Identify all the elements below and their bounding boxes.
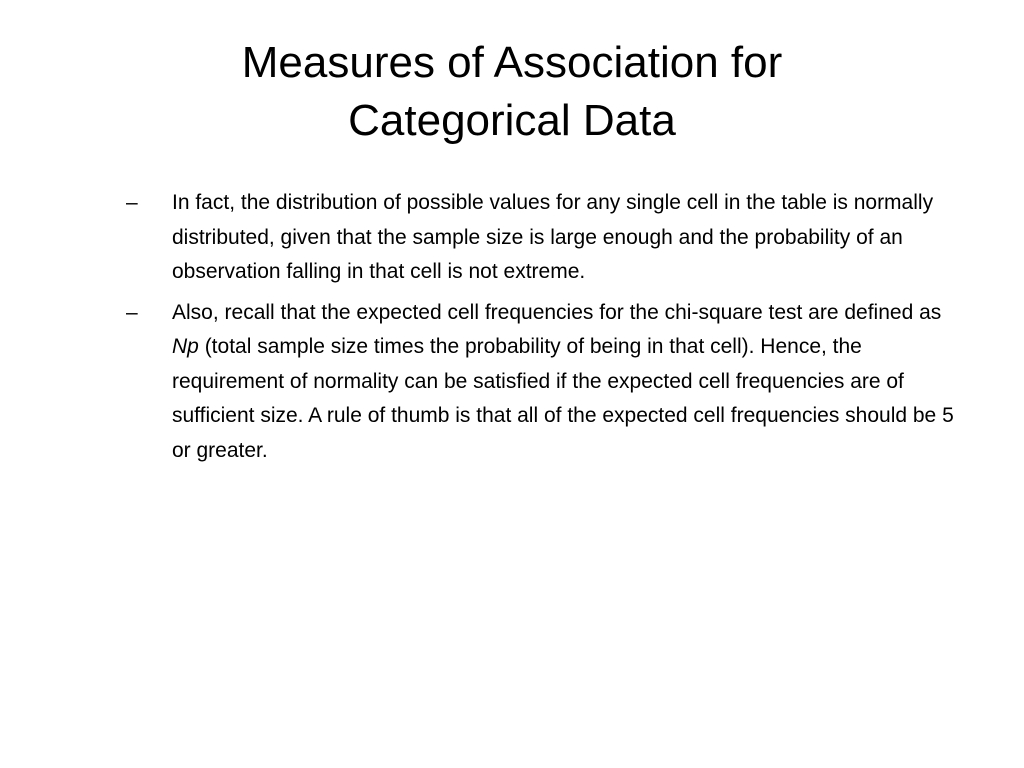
bullet-dash-marker: – xyxy=(126,300,138,324)
bullet-emphasis-np: Np xyxy=(172,335,199,358)
bullet-text-start: Also, recall that the expected cell frequencies for the chi-square test are defined as xyxy=(172,300,942,324)
bullet-item-2 xyxy=(126,296,966,469)
slide-title-line-1: Measures of Association for xyxy=(241,38,783,87)
bullet-list xyxy=(126,186,966,474)
bullet-item-1 xyxy=(126,186,966,290)
bullet-text-end: (total sample size times the probability of being in that cell). Hence, the requirement of normality can be satisfied if the expected cell frequencies are of sufficient size. A rule of thumb is that all of the expected cell frequencies should be 5 or greater. xyxy=(172,335,954,462)
slide-title-line-2: Categorical Data xyxy=(348,96,676,145)
slide-title xyxy=(100,34,924,150)
bullet-dash-marker: – xyxy=(126,191,138,214)
bullet-text: In fact, the distribution of possible values for any single cell in the table is normally distributed, given that the sample size is large enough and the probability of an observation falling in that cell is not extreme. xyxy=(172,191,934,283)
